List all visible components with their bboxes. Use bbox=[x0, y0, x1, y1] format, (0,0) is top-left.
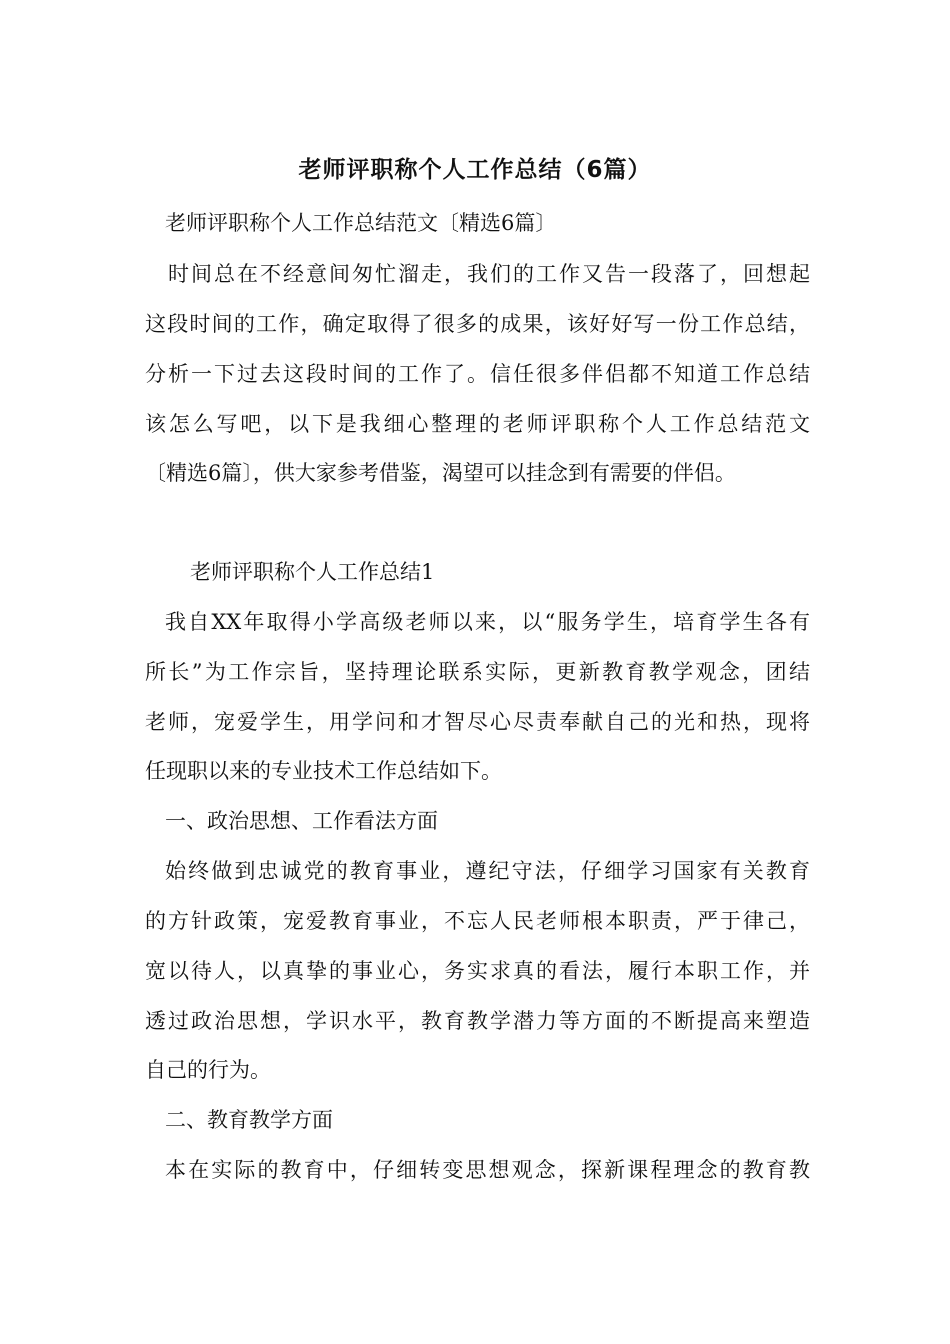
section-heading: 一、政治思想、工作看法方面 bbox=[165, 809, 438, 833]
paragraph-line: 宽以待人，以真挚的事业心，务实求真的看法，履行本职工作，并 bbox=[145, 959, 810, 983]
paragraph-line: 透过政治思想，学识水平，教育教学潜力等方面的不断提高来塑造 bbox=[145, 1009, 810, 1033]
document-title: 老师评职称个人工作总结（6篇） bbox=[298, 157, 652, 183]
paragraph-line: 的方针政策，宠爱教育事业，不忘人民老师根本职责，严于律己， bbox=[145, 909, 810, 933]
document-subtitle: 老师评职称个人工作总结范文〔精选6篇〕 bbox=[165, 211, 557, 235]
intro-line: 这段时间的工作，确定取得了很多的成果，该好好写一份工作总结， bbox=[145, 312, 810, 336]
intro-line: 〔精选6篇〕，供大家参考借鉴，渴望可以挂念到有需要的伴侣。 bbox=[145, 461, 736, 485]
intro-line: 时间总在不经意间匆忙溜走，我们的工作又告一段落了，回想起 bbox=[145, 262, 810, 286]
paragraph-line: 任现职以来的专业技术工作总结如下。 bbox=[145, 759, 502, 783]
section-heading: 二、教育教学方面 bbox=[165, 1108, 333, 1132]
paragraph-line: 始终做到忠诚党的教育事业，遵纪守法，仔细学习国家有关教育 bbox=[165, 859, 810, 883]
intro-line: 该怎么写吧，以下是我细心整理的老师评职称个人工作总结范文 bbox=[145, 412, 810, 436]
intro-line: 分析一下过去这段时间的工作了。信任很多伴侣都不知道工作总结 bbox=[145, 362, 810, 386]
paragraph-line: 我自XX年取得小学高级老师以来，以“服务学生，培育学生各有 bbox=[165, 610, 810, 634]
paragraph-line: 自己的行为。 bbox=[145, 1058, 271, 1082]
paragraph-line: 本在实际的教育中，仔细转变思想观念，探新课程理念的教育教 bbox=[165, 1158, 810, 1182]
section-title: 老师评职称个人工作总结1 bbox=[190, 560, 435, 584]
paragraph-line: 老师，宠爱学生，用学问和才智尽心尽责奉献自己的光和热，现将 bbox=[145, 710, 810, 734]
paragraph-line: 所长”为工作宗旨，坚持理论联系实际，更新教育教学观念，团结 bbox=[145, 660, 810, 684]
